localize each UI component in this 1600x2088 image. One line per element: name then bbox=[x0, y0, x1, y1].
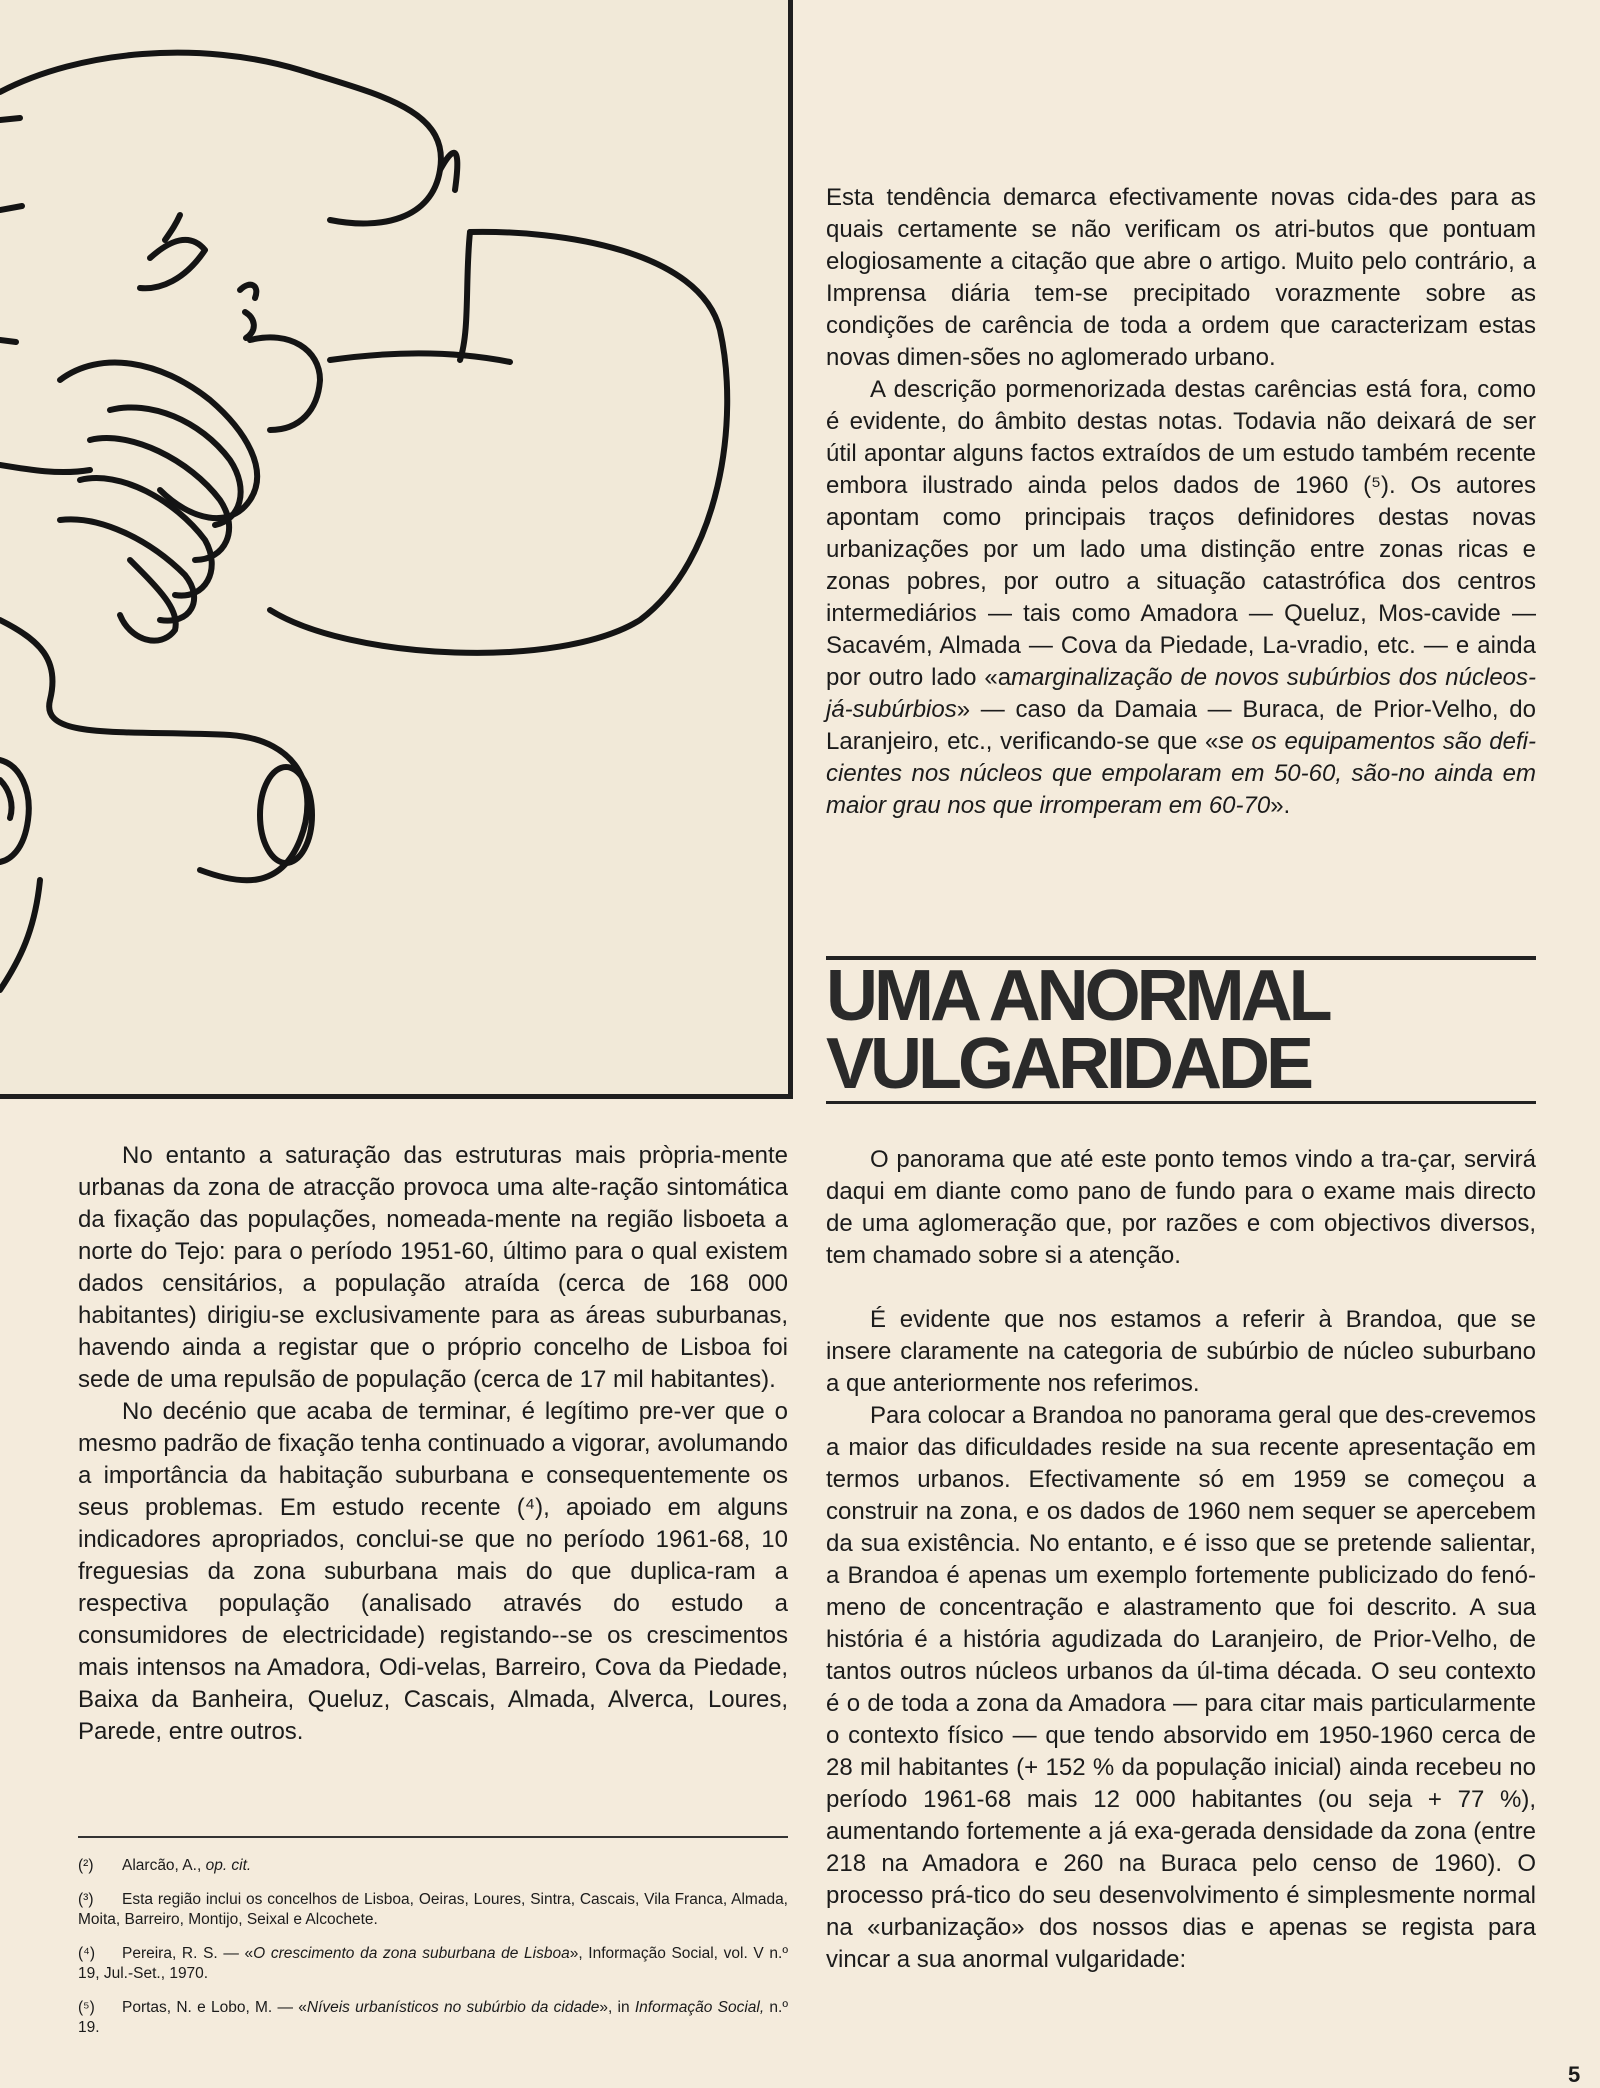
paragraph: É evidente que nos estamos a referir à Brandoa, que se insere claramente na categoria de subúrbio de núcleo suburbano a que anteriormente nos referimos. bbox=[826, 1306, 1536, 1397]
paragraph: Esta tendência demarca efectivamente novas cida-des para as quais certamente se não verificam os atri-butos que pontuam elogiosamente a citação que abre o artigo. Muito pelo contrário, a Imprensa diária tem-se precipitado vorazmente sobre as condições de carência de toda a ordem que caracterizam estas novas dimen-sões no aglomerado urbano. bbox=[826, 184, 1536, 371]
section-title bbox=[826, 956, 1536, 1104]
footnote-4: (⁴) Pereira, R. S. — «O crescimento da zona suburbana de Lisboa», Informação Social, vol. V n.º 19, Jul.-Set., 1970. bbox=[78, 1945, 788, 1982]
footnotes bbox=[78, 1856, 788, 2052]
footnote-2: (²) Alarcão, A., op. cit. bbox=[78, 1857, 252, 1874]
cartoon-fist-icon bbox=[0, 0, 788, 1094]
footnote-divider bbox=[78, 1836, 788, 1838]
paragraph: No entanto a saturação das estruturas mais pròpria-mente urbanas da zona de atracção provoca uma alte-ração sintomática da fixação das populações, nomeada-mente na região lisboeta a norte do Tejo: para o período 1951-60, último para o qual existem dados censitários, a população atraída (cerca de 168 000 habitantes) dirigiu-se exclusivamente para as áreas suburbanas, havendo ainda a registar que o próprio concelho de Lisboa foi sede de uma repulsão de população (cerca de 17 mil habitantes). bbox=[78, 1142, 788, 1393]
illustration-panel bbox=[0, 0, 793, 1099]
paragraph: O panorama que até este ponto temos vindo a tra-çar, servirá daqui em diante como pano de fundo para o exame mais directo de uma aglomeração que, por razões e com objectivos diversos, tem chamado sobre si a atenção. bbox=[826, 1146, 1536, 1269]
heading-line-2: VULGARIDADE bbox=[826, 1024, 1311, 1104]
paragraph: No decénio que acaba de terminar, é legítimo pre-ver que o mesmo padrão de fixação tenha continuado a vigorar, avolumando a importância da habitação suburbana e consequentemente os seus problemas. Em estudo recente (⁴), apoiado em alguns indicadores apropriados, conclui-se que no período 1961-68, 10 freguesias da zona suburbana mais do que duplica-ram a respectiva população (analisado através do estudo a consumidores de electricidade) registando--se os crescimentos mais intensos na Amadora, Odi-velas, Barreiro, Cova da Piedade, Baixa da Banheira, Queluz, Cascais, Almada, Alverca, Loures, Parede, entre outros. bbox=[78, 1398, 788, 1745]
footnote-3: (³) Esta região inclui os concelhos de Lisboa, Oeiras, Loures, Sintra, Cascais, Vila Franca, Almada, Moita, Barreiro, Montijo, Seixal e Alcochete. bbox=[78, 1891, 788, 1928]
left-bottom-text bbox=[78, 1140, 788, 1748]
paragraph: A descrição pormenorizada destas carências está fora, como é evidente, do âmbito destas notas. Todavia não deixará de ser útil apontar alguns factos extraídos de um estudo também recente embora ilustrado ainda pelos dados de 1960 (⁵). Os autores apontam como principais traços definidores destas novas urbanizações por um lado uma distinção entre zonas ricas e zonas pobres, por outro a situação catastrófica dos centros intermediários — tais como Amadora — Queluz, Mos-cavide — Sacavém, Almada — Cova da Piedade, La-vradio, etc. — e ainda por outro lado «amarginalização de novos subúrbios dos núcleos-já-subúrbios» — caso da Damaia — Buraca, de Prior-Velho, do Laranjeiro, etc., verificando-se que «se os equipamentos são defi-cientes nos núcleos que empolaram em 50-60, são-no ainda em maior grau nos que irromperam em 60-70». bbox=[826, 376, 1537, 819]
right-bottom-text bbox=[826, 1144, 1536, 1976]
heading-line-1: UMA ANORMAL bbox=[826, 956, 1329, 1036]
paragraph: Para colocar a Brandoa no panorama geral que des-crevemos a maior das dificuldades reside na sua recente apresentação em termos urbanos. Efectivamente só em 1959 se começou a construir na zona, e os dados de 1960 nem sequer se apercebem da sua existência. No entanto, e é isso que se pretende salientar, a Brandoa é apenas um exemplo fortemente publicizado do fenó-meno de concentração e alastramento que foi descrito. A sua história é a história agudizada do Laranjeiro, de Prior-Velho, de tantos outros núcleos urbanos da úl-tima década. O seu contexto é o de toda a zona da Amadora — para citar mais particularmente o contexto físico — que tendo absorvido em 1950-1960 cerca de 28 mil habitantes (+ 152 % da população inicial) ainda recebeu no período 1961-68 mais 12 000 habitantes (ou seja + 77 %), aumentando fortemente a já exa-gerada densidade da zona (entre 218 na Amadora e 260 na Buraca pelo censo de 1960). O processo prá-tico do seu desenvolvimento é simplesmente normal na «urbanização» dos nossos dias e apenas se regista para vincar a sua anormal vulgaridade: bbox=[826, 1402, 1536, 1973]
right-top-text bbox=[826, 182, 1536, 822]
section-heading bbox=[826, 956, 1536, 1104]
page-number: 5 bbox=[1568, 2062, 1581, 2087]
footnote-5: (⁵) Portas, N. e Lobo, M. — «Níveis urbanísticos no subúrbio da cidade», in Informação Social, n.º 19. bbox=[78, 1999, 788, 2036]
